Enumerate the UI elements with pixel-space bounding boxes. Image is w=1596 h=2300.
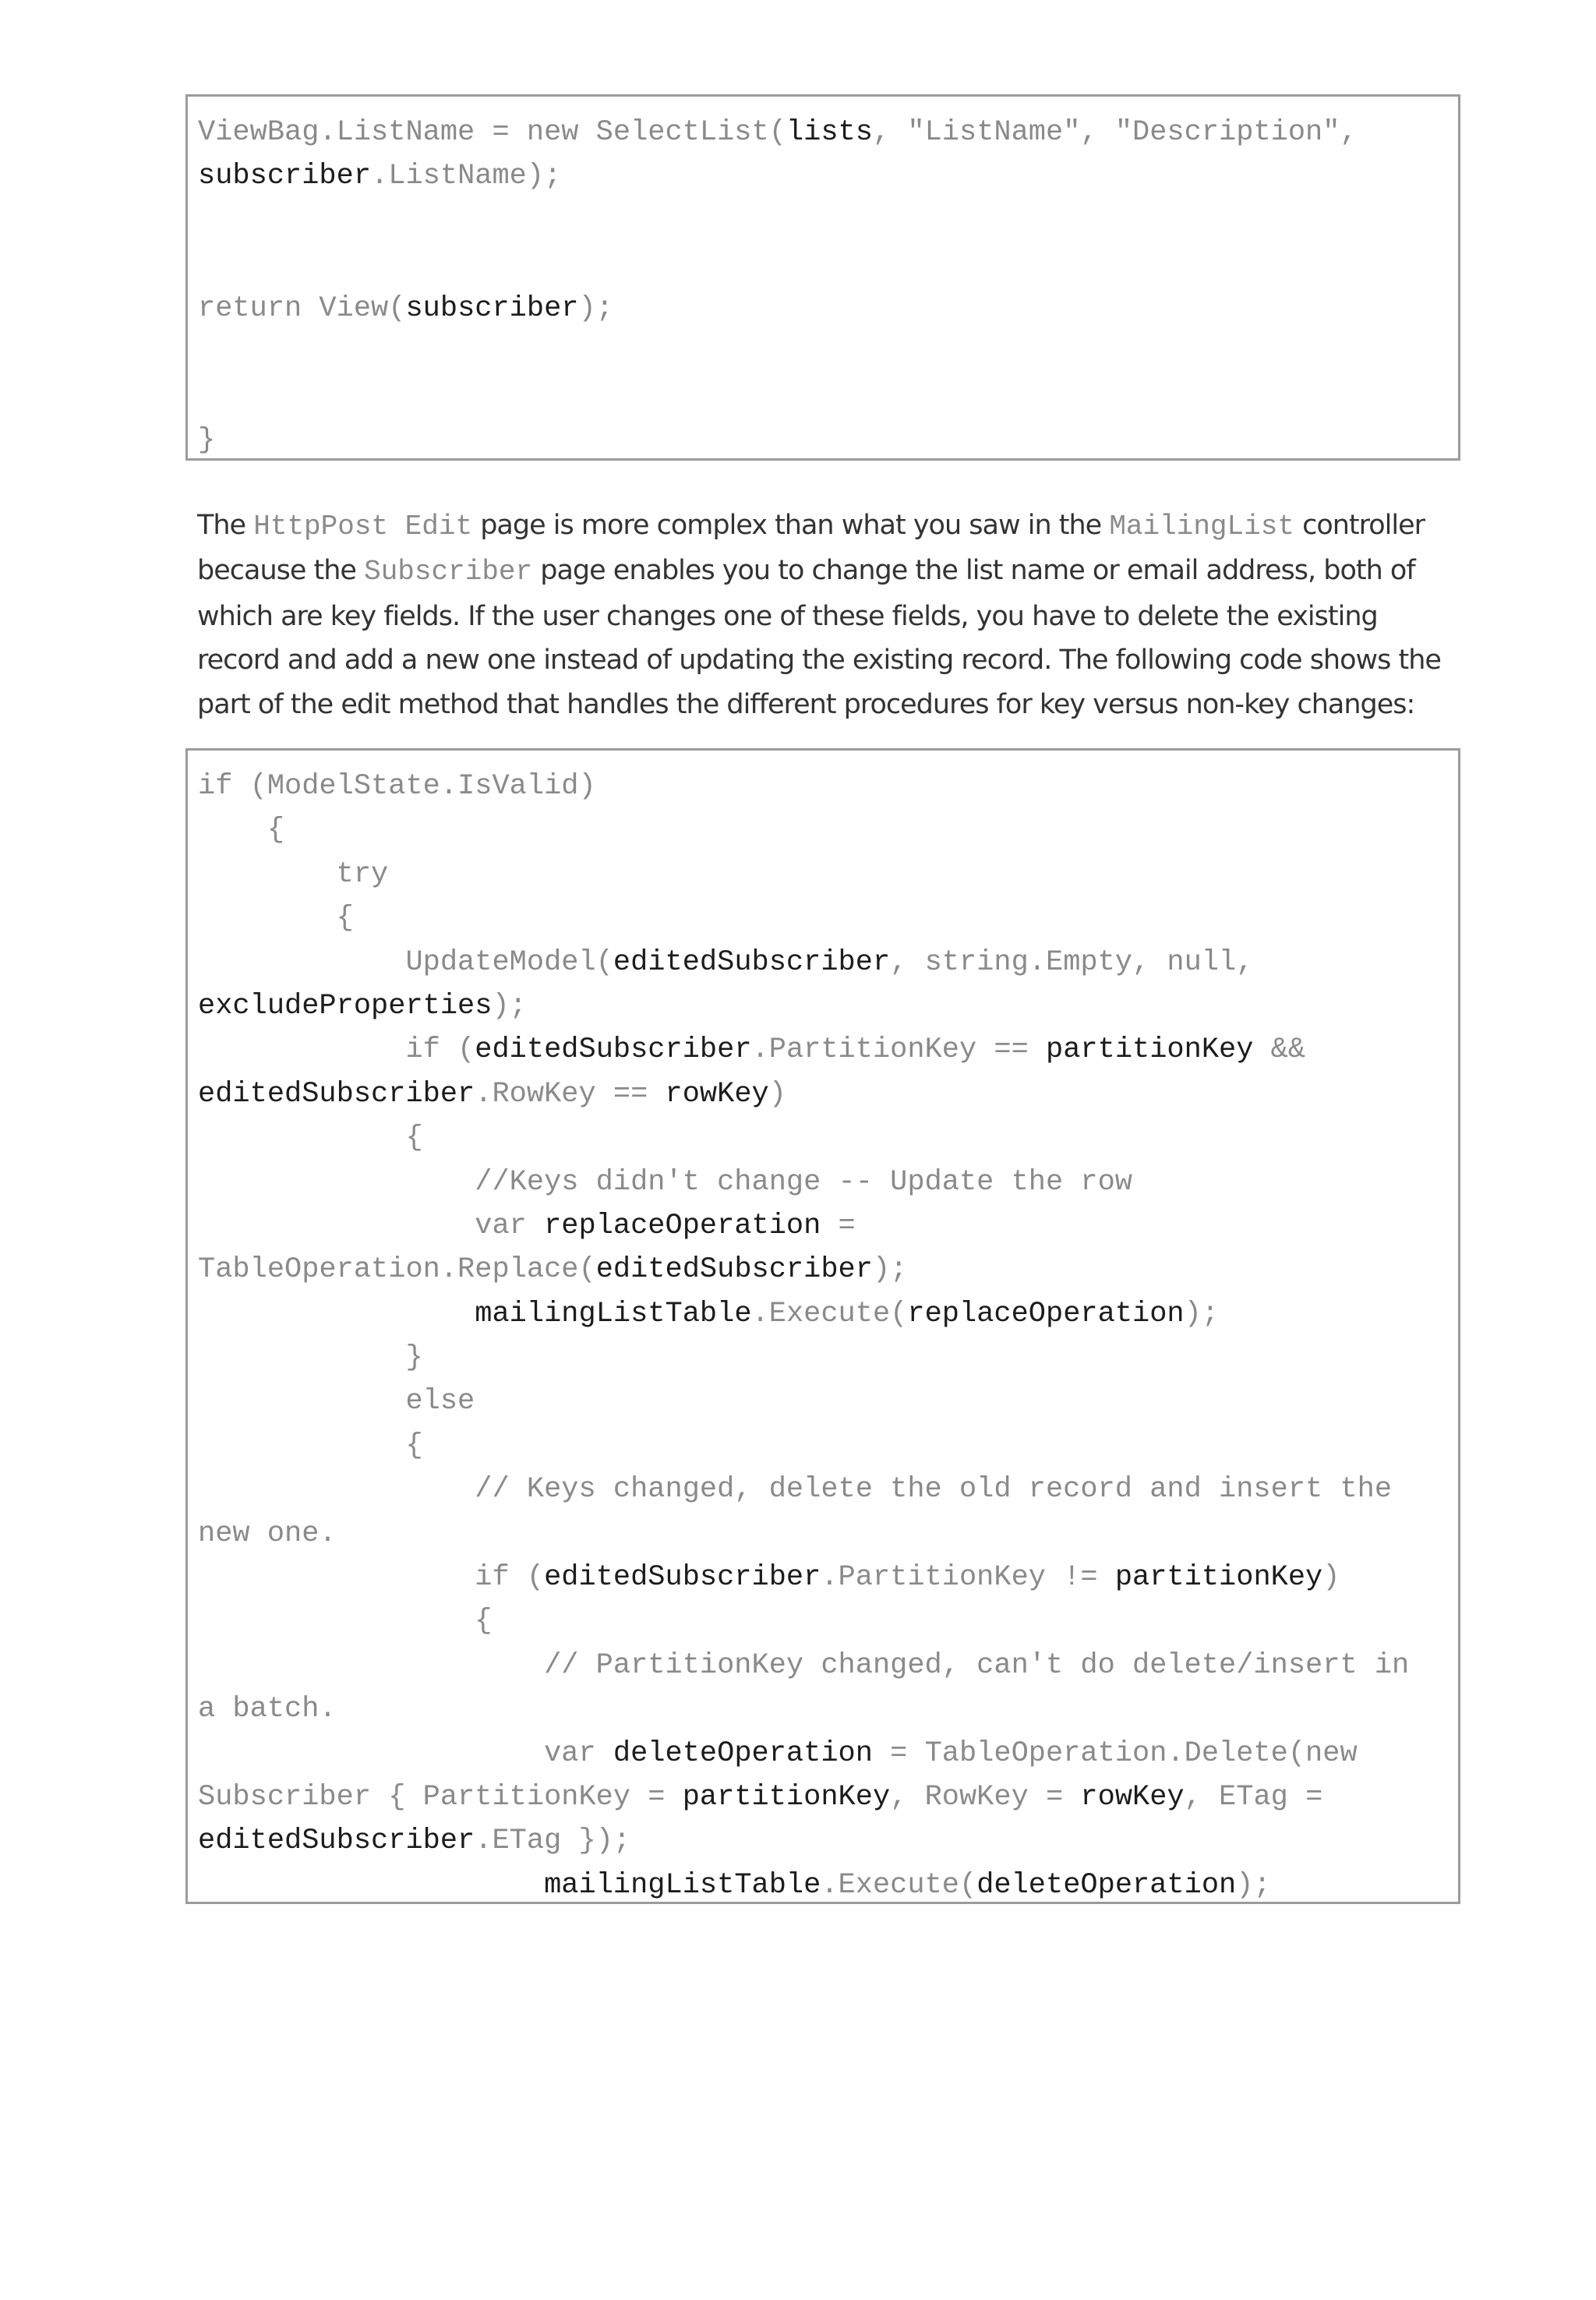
code-identifier: deleteOperation	[613, 1736, 873, 1770]
code-token: , ETag =	[1184, 1780, 1323, 1814]
code-identifier: lists	[786, 116, 873, 149]
code-token: , RowKey =	[890, 1780, 1081, 1814]
code-line	[198, 1072, 1458, 1116]
code-line	[198, 374, 1458, 418]
code-token: =	[821, 1209, 856, 1242]
code-token: {	[198, 1429, 423, 1462]
code-token: TableOperation.Replace(	[198, 1253, 596, 1287]
code-token: .PartitionKey !=	[821, 1561, 1115, 1595]
code-line	[198, 1380, 1458, 1423]
code-token: if (	[198, 1561, 545, 1595]
code-line	[198, 1424, 1458, 1468]
code-token: {	[198, 1605, 493, 1638]
code-token: else	[198, 1385, 475, 1419]
code-line	[198, 287, 1458, 330]
code-token: .Execute(	[821, 1868, 977, 1902]
code-identifier: editedSubscriber	[595, 1253, 873, 1287]
code-identifier: editedSubscriber	[544, 1561, 821, 1595]
code-line	[198, 1248, 1458, 1291]
code-token: );	[578, 291, 613, 325]
code-line	[198, 1775, 1458, 1819]
code-token: .RowKey ==	[475, 1077, 666, 1111]
code-identifier: editedSubscriber	[198, 1825, 475, 1858]
code-identifier: deleteOperation	[976, 1868, 1237, 1902]
code-token: ViewBag.ListName = new SelectList(	[198, 116, 786, 149]
code-token: , string.Empty, null,	[890, 945, 1254, 979]
code-identifier: subscriber	[405, 291, 579, 325]
paragraph-text: controller because the	[197, 510, 1425, 587]
code-line	[198, 242, 1458, 286]
code-token: // PartitionKey changed, can't do delete/insert in	[198, 1648, 1410, 1682]
code-line	[198, 1204, 1458, 1248]
code-token: if (ModelState.IsValid)	[198, 770, 596, 803]
code-token: UpdateModel(	[198, 945, 613, 979]
code-identifier: partitionKey	[1114, 1561, 1323, 1595]
code-line	[198, 1161, 1458, 1204]
code-identifier: editedSubscriber	[613, 945, 891, 979]
code-token: .ETag });	[475, 1825, 631, 1858]
paragraph-text: page enables you to change the list name or email address, both of which are key fields. If the user changes one of these fields, you have to delete the existing record and add a new one instead of updating the existing record. The following code shows the part of the edit method that handles the different procedures for key versus non-key changes:	[197, 555, 1441, 720]
paragraph-text: page is more complex than what you saw in the	[472, 510, 1110, 541]
code-block-1	[185, 94, 1460, 461]
code-token: .Execute(	[751, 1297, 908, 1330]
code-token: //Keys didn't change -- Update the row	[198, 1165, 1132, 1199]
code-line	[198, 1116, 1458, 1160]
code-identifier: partitionKey	[682, 1780, 891, 1814]
code-token: a batch.	[198, 1693, 337, 1726]
code-token: return View(	[198, 291, 406, 325]
code-token: try	[198, 857, 389, 891]
code-token: var	[198, 1209, 545, 1242]
code-line	[198, 154, 1458, 198]
code-token: // Keys changed, delete the old record and insert the	[198, 1473, 1393, 1507]
code-token: )	[1322, 1561, 1340, 1595]
code-identifier: mailingListTable	[544, 1868, 821, 1902]
code-token: .ListName);	[371, 160, 562, 193]
code-line	[198, 984, 1458, 1028]
code-identifier: partitionKey	[1046, 1033, 1254, 1067]
paragraph-text: The	[197, 510, 254, 541]
inline-code: HttpPost Edit	[253, 511, 473, 542]
code-token: &&	[1253, 1033, 1306, 1067]
code-identifier: mailingListTable	[475, 1297, 752, 1330]
code-token: )	[768, 1077, 786, 1111]
code-token	[198, 1869, 544, 1902]
code-token: , "ListName", "Description",	[872, 116, 1358, 149]
code-line	[198, 1732, 1458, 1775]
code-line	[198, 1644, 1458, 1687]
code-identifier: rowKey	[1080, 1780, 1185, 1814]
code-line	[198, 1512, 1458, 1556]
code-line	[198, 199, 1458, 242]
code-identifier: editedSubscriber	[475, 1033, 752, 1067]
code-line	[198, 419, 1458, 462]
code-identifier: rowKey	[665, 1077, 769, 1111]
code-line	[198, 808, 1458, 852]
code-token: {	[198, 1122, 423, 1155]
code-token: }	[198, 423, 216, 457]
code-token: .PartitionKey ==	[751, 1033, 1046, 1067]
code-token: Subscriber { PartitionKey =	[198, 1780, 683, 1814]
code-token: );	[492, 989, 527, 1023]
code-token: {	[198, 902, 354, 935]
code-line	[198, 1599, 1458, 1643]
code-identifier: excludeProperties	[198, 989, 493, 1023]
code-line	[198, 111, 1458, 154]
code-token: );	[1184, 1297, 1220, 1330]
code-token: new one.	[198, 1517, 337, 1550]
code-line	[198, 1687, 1458, 1731]
code-token: {	[198, 814, 285, 847]
code-line	[198, 1336, 1458, 1380]
code-line	[198, 1864, 1458, 1907]
code-line	[198, 1028, 1458, 1072]
code-token: }	[198, 1341, 423, 1375]
code-line	[198, 1819, 1458, 1863]
code-identifier: replaceOperation	[544, 1209, 821, 1242]
code-block-2	[185, 748, 1460, 1904]
code-token: if (	[198, 1033, 475, 1067]
code-token: );	[872, 1253, 908, 1287]
code-line	[198, 896, 1458, 940]
code-line	[198, 853, 1458, 896]
inline-code: MailingList	[1109, 511, 1294, 542]
code-token	[198, 1298, 475, 1330]
code-line	[198, 330, 1458, 374]
code-identifier: replaceOperation	[907, 1297, 1185, 1330]
code-token: = TableOperation.Delete(new	[872, 1736, 1358, 1770]
code-line	[198, 1468, 1458, 1511]
code-line	[198, 1292, 1458, 1336]
code-identifier: subscriber	[198, 160, 372, 193]
inline-code: Subscriber	[364, 556, 533, 588]
code-token: var	[198, 1736, 613, 1770]
code-token: );	[1236, 1868, 1271, 1902]
body-paragraph	[197, 503, 1460, 726]
code-identifier: editedSubscriber	[198, 1077, 475, 1111]
code-line	[198, 765, 1458, 808]
code-line	[198, 1556, 1458, 1599]
code-line	[198, 941, 1458, 984]
